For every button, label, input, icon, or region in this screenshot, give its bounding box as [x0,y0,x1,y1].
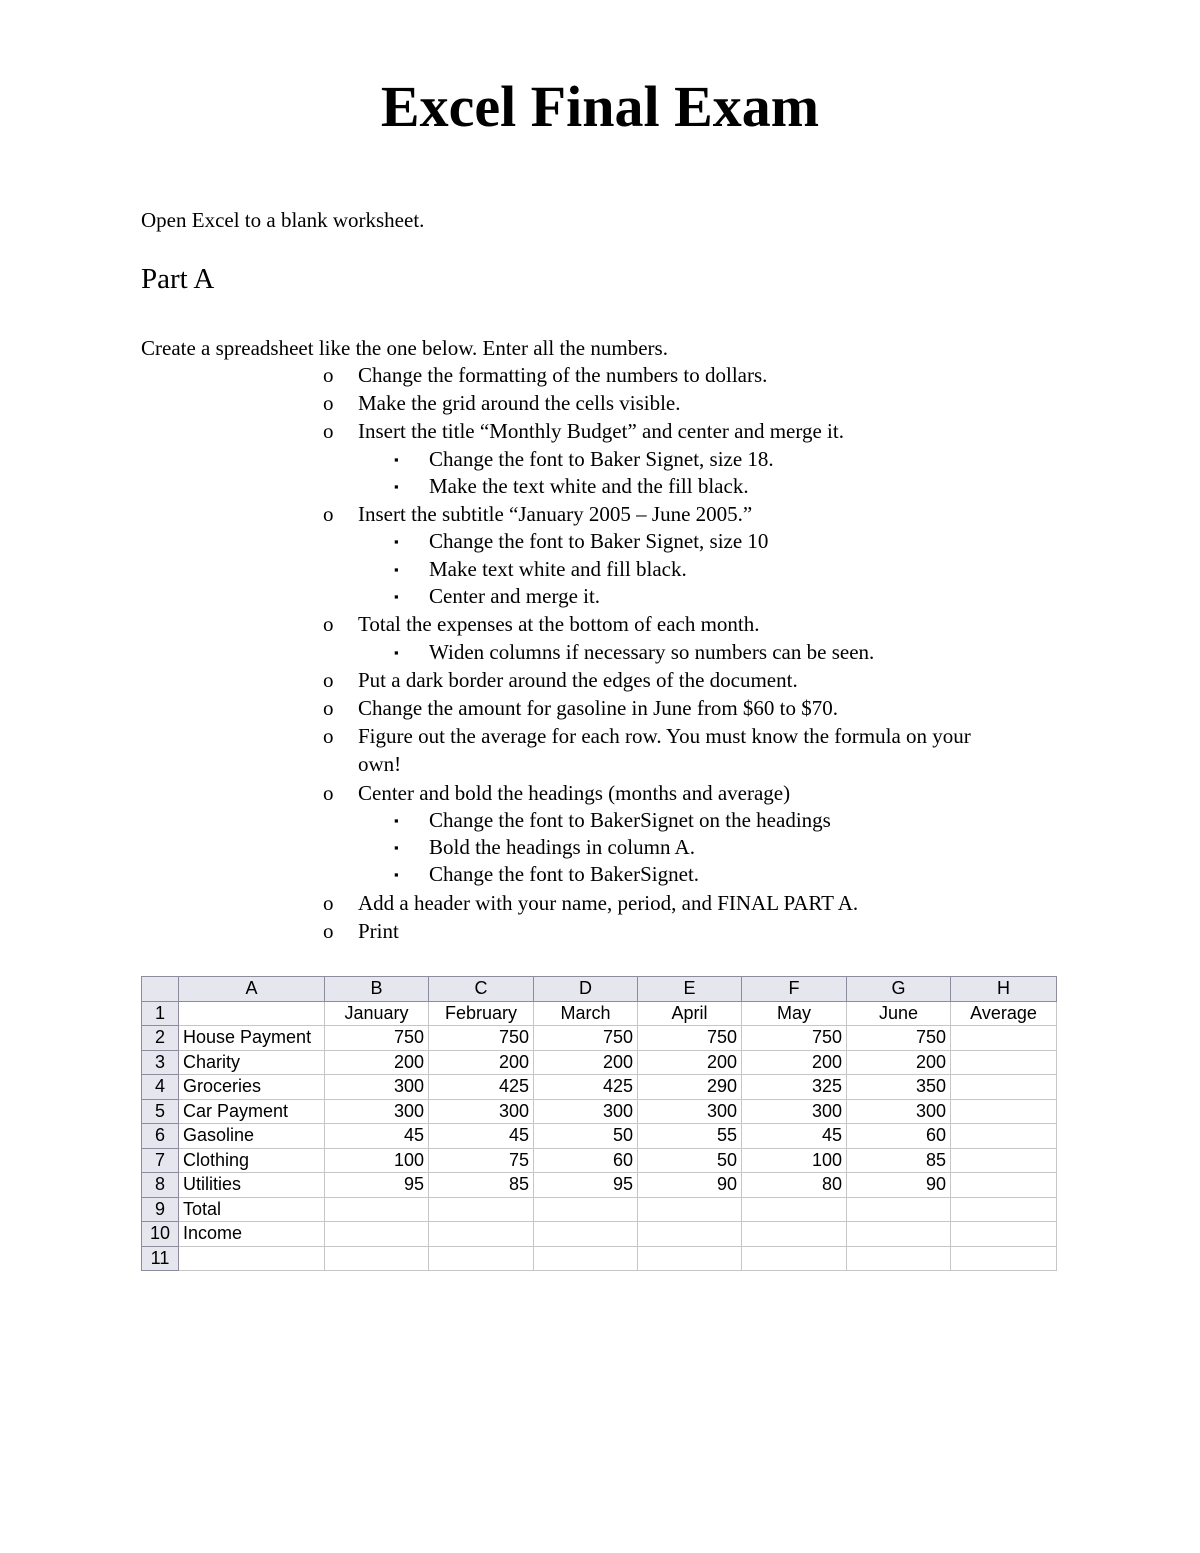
instruction-item [0,500,1200,528]
table-cell: 350 [847,1075,951,1100]
table-cell [951,1148,1057,1173]
table-cell: 200 [847,1050,951,1075]
table-row [142,1148,1057,1173]
table-cell [951,1124,1057,1149]
table-cell: 750 [847,1026,951,1051]
table-cell: 300 [325,1099,429,1124]
table-cell: 750 [534,1026,638,1051]
table-cell [179,1001,325,1026]
table-cell: Gasoline [179,1124,325,1149]
spreadsheet-image [141,976,1057,1271]
intro-text: Open Excel to a blank worksheet. [141,208,425,232]
table-row [142,1246,1057,1271]
row-number: 7 [142,1148,179,1173]
table-cell [429,1222,534,1247]
instruction-item [0,889,1200,917]
instruction-text: Add a header with your name, period, and FINAL PART A. [358,890,859,915]
page-title: Excel Final Exam [380,74,820,139]
square-bullet-icon: ▪ [394,561,399,577]
row-number: 5 [142,1099,179,1124]
table-cell: January [325,1001,429,1026]
instruction-text: Make the text white and the fill black. [429,473,749,498]
row-number: 1 [142,1001,179,1026]
row-number: 2 [142,1026,179,1051]
instruction-text: Change the font to Baker Signet, size 10 [429,529,769,554]
table-cell: 300 [325,1075,429,1100]
table-cell: April [638,1001,742,1026]
hollow-bullet-icon: o [323,612,334,637]
table-row [142,1222,1057,1247]
table-cell: 100 [742,1148,847,1173]
instruction-text: Change the formatting of the numbers to dollars. [358,363,768,387]
instruction-text: Bold the headings in column A. [429,835,695,860]
square-bullet-icon: ▪ [394,451,399,467]
table-cell: 60 [534,1148,638,1173]
instruction-list [0,361,1200,945]
table-cell: 750 [742,1026,847,1051]
table-cell: 300 [638,1099,742,1124]
row-number: 4 [142,1075,179,1100]
instruction-text: Change the font to BakerSignet. [429,862,700,887]
instruction-text-continued: own! [358,752,402,777]
table-cell: 45 [325,1124,429,1149]
table-cell [325,1246,429,1271]
section-heading: Part A [141,263,215,295]
instruction-item [0,446,1200,473]
table-row [142,1197,1057,1222]
hollow-bullet-icon: o [323,391,334,416]
column-header: H [951,977,1057,1002]
table-cell: Groceries [179,1075,325,1100]
instruction-item [0,610,1200,638]
table-cell: 425 [429,1075,534,1100]
instruction-item [0,528,1200,555]
row-number: 10 [142,1222,179,1247]
table-cell [534,1197,638,1222]
table-cell: 425 [534,1075,638,1100]
instruction-text: Put a dark border around the edges of the document. [358,667,798,692]
table-cell: 90 [847,1173,951,1198]
table-cell: 85 [847,1148,951,1173]
square-bullet-icon: ▪ [394,478,399,494]
row-number: 9 [142,1197,179,1222]
hollow-bullet-icon: o [323,890,334,915]
square-bullet-icon: ▪ [394,812,399,828]
table-cell: May [742,1001,847,1026]
table-cell: 325 [742,1075,847,1100]
column-header: A [179,977,325,1002]
table-cell [325,1222,429,1247]
column-header: C [429,977,534,1002]
table-cell: 90 [638,1173,742,1198]
table-cell: 750 [429,1026,534,1051]
hollow-bullet-icon: o [323,363,334,387]
table-cell [951,1197,1057,1222]
table-cell: 45 [429,1124,534,1149]
table-row [142,1075,1057,1100]
instruction-text: Make text white and fill black. [429,556,687,581]
instruction-item [0,417,1200,445]
instruction-text: Change the font to BakerSignet on the headings [429,807,831,832]
instruction-text: Change the amount for gasoline in June from $60 to $70. [358,696,838,720]
table-cell: Average [951,1001,1057,1026]
column-header: E [638,977,742,1002]
square-bullet-icon: ▪ [394,589,399,604]
table-cell [951,1173,1057,1198]
instruction-text: Print [358,918,399,943]
table-cell [638,1197,742,1222]
hollow-bullet-icon: o [323,724,334,749]
lead-text: Create a spreadsheet like the one below. Enter all the numbers. [141,336,668,360]
column-header: G [847,977,951,1002]
hollow-bullet-icon: o [323,780,334,805]
instruction-item [0,917,1200,945]
instruction-text: Insert the title “Monthly Budget” and center and merge it. [358,419,844,444]
table-cell: 50 [534,1124,638,1149]
table-row [142,1099,1057,1124]
sheet-corner [142,977,179,1002]
table-cell: 200 [534,1050,638,1075]
instruction-text: Change the font to Baker Signet, size 18. [429,446,774,471]
table-row [142,1026,1057,1051]
table-cell: 95 [534,1173,638,1198]
table-cell: 300 [534,1099,638,1124]
table-cell: 55 [638,1124,742,1149]
instruction-item [0,583,1200,610]
table-cell: Car Payment [179,1099,325,1124]
table-cell [429,1246,534,1271]
table-cell [534,1246,638,1271]
table-cell: 200 [325,1050,429,1075]
table-cell: 300 [429,1099,534,1124]
row-number: 11 [142,1246,179,1271]
table-row [142,1124,1057,1149]
table-cell [951,1099,1057,1124]
table-cell: 50 [638,1148,742,1173]
table-cell: 80 [742,1173,847,1198]
hollow-bullet-icon: o [323,667,334,692]
table-cell: 300 [742,1099,847,1124]
instruction-text: Widen columns if necessary so numbers can be seen. [429,639,875,664]
table-cell [429,1197,534,1222]
table-cell: March [534,1001,638,1026]
instruction-text: Figure out the average for each row. You must know the formula on your [358,724,971,749]
hollow-bullet-icon: o [323,502,334,527]
instruction-item [0,556,1200,583]
table-cell: February [429,1001,534,1026]
table-cell: June [847,1001,951,1026]
table-cell: 750 [638,1026,742,1051]
instruction-item [0,389,1200,417]
instruction-text: Insert the subtitle “January 2005 – June 2005.” [358,502,753,527]
instruction-item [0,779,1200,807]
square-bullet-icon: ▪ [394,867,399,883]
table-cell: 200 [742,1050,847,1075]
row-number: 6 [142,1124,179,1149]
hollow-bullet-icon: o [323,696,334,720]
table-cell: 200 [429,1050,534,1075]
column-header: F [742,977,847,1002]
table-cell [847,1222,951,1247]
instruction-item [0,666,1200,694]
square-bullet-icon: ▪ [394,840,399,856]
table-cell [951,1246,1057,1271]
table-cell [638,1222,742,1247]
table-row [142,1001,1057,1026]
instruction-text: Center and merge it. [429,584,601,608]
table-cell: 75 [429,1148,534,1173]
square-bullet-icon: ▪ [394,644,399,660]
table-cell: Total [179,1197,325,1222]
column-header: B [325,977,429,1002]
table-cell [951,1075,1057,1100]
table-cell: 100 [325,1148,429,1173]
hollow-bullet-icon: o [323,419,334,444]
table-cell: Utilities [179,1173,325,1198]
table-cell: Income [179,1222,325,1247]
table-cell [179,1246,325,1271]
table-cell: 750 [325,1026,429,1051]
table-cell: Clothing [179,1148,325,1173]
table-cell [847,1197,951,1222]
table-cell [638,1246,742,1271]
table-cell [742,1246,847,1271]
table-cell: 200 [638,1050,742,1075]
instruction-item [0,639,1200,666]
table-cell: Charity [179,1050,325,1075]
instruction-item [0,807,1200,834]
table-row [142,1050,1057,1075]
table-cell [951,1050,1057,1075]
row-number: 3 [142,1050,179,1075]
square-bullet-icon: ▪ [394,534,399,550]
table-cell [742,1222,847,1247]
table-cell: House Payment [179,1026,325,1051]
instruction-item [0,361,1200,389]
hollow-bullet-icon: o [323,918,334,943]
table-cell [847,1246,951,1271]
table-cell: 45 [742,1124,847,1149]
instruction-text: Total the expenses at the bottom of each month. [358,612,760,637]
column-header: D [534,977,638,1002]
instruction-item [0,694,1200,722]
instruction-text: Make the grid around the cells visible. [358,391,681,416]
table-cell: 85 [429,1173,534,1198]
instruction-text: Center and bold the headings (months and average) [358,780,791,805]
table-cell: 60 [847,1124,951,1149]
instruction-item [0,473,1200,500]
row-number: 8 [142,1173,179,1198]
table-cell: 95 [325,1173,429,1198]
table-cell [742,1197,847,1222]
table-cell [951,1222,1057,1247]
instruction-item [0,722,1200,750]
table-cell: 300 [847,1099,951,1124]
instruction-item [0,861,1200,888]
table-row [142,1173,1057,1198]
table-cell [325,1197,429,1222]
table-cell: 290 [638,1075,742,1100]
table-cell [534,1222,638,1247]
instruction-item [0,834,1200,861]
table-cell [951,1026,1057,1051]
